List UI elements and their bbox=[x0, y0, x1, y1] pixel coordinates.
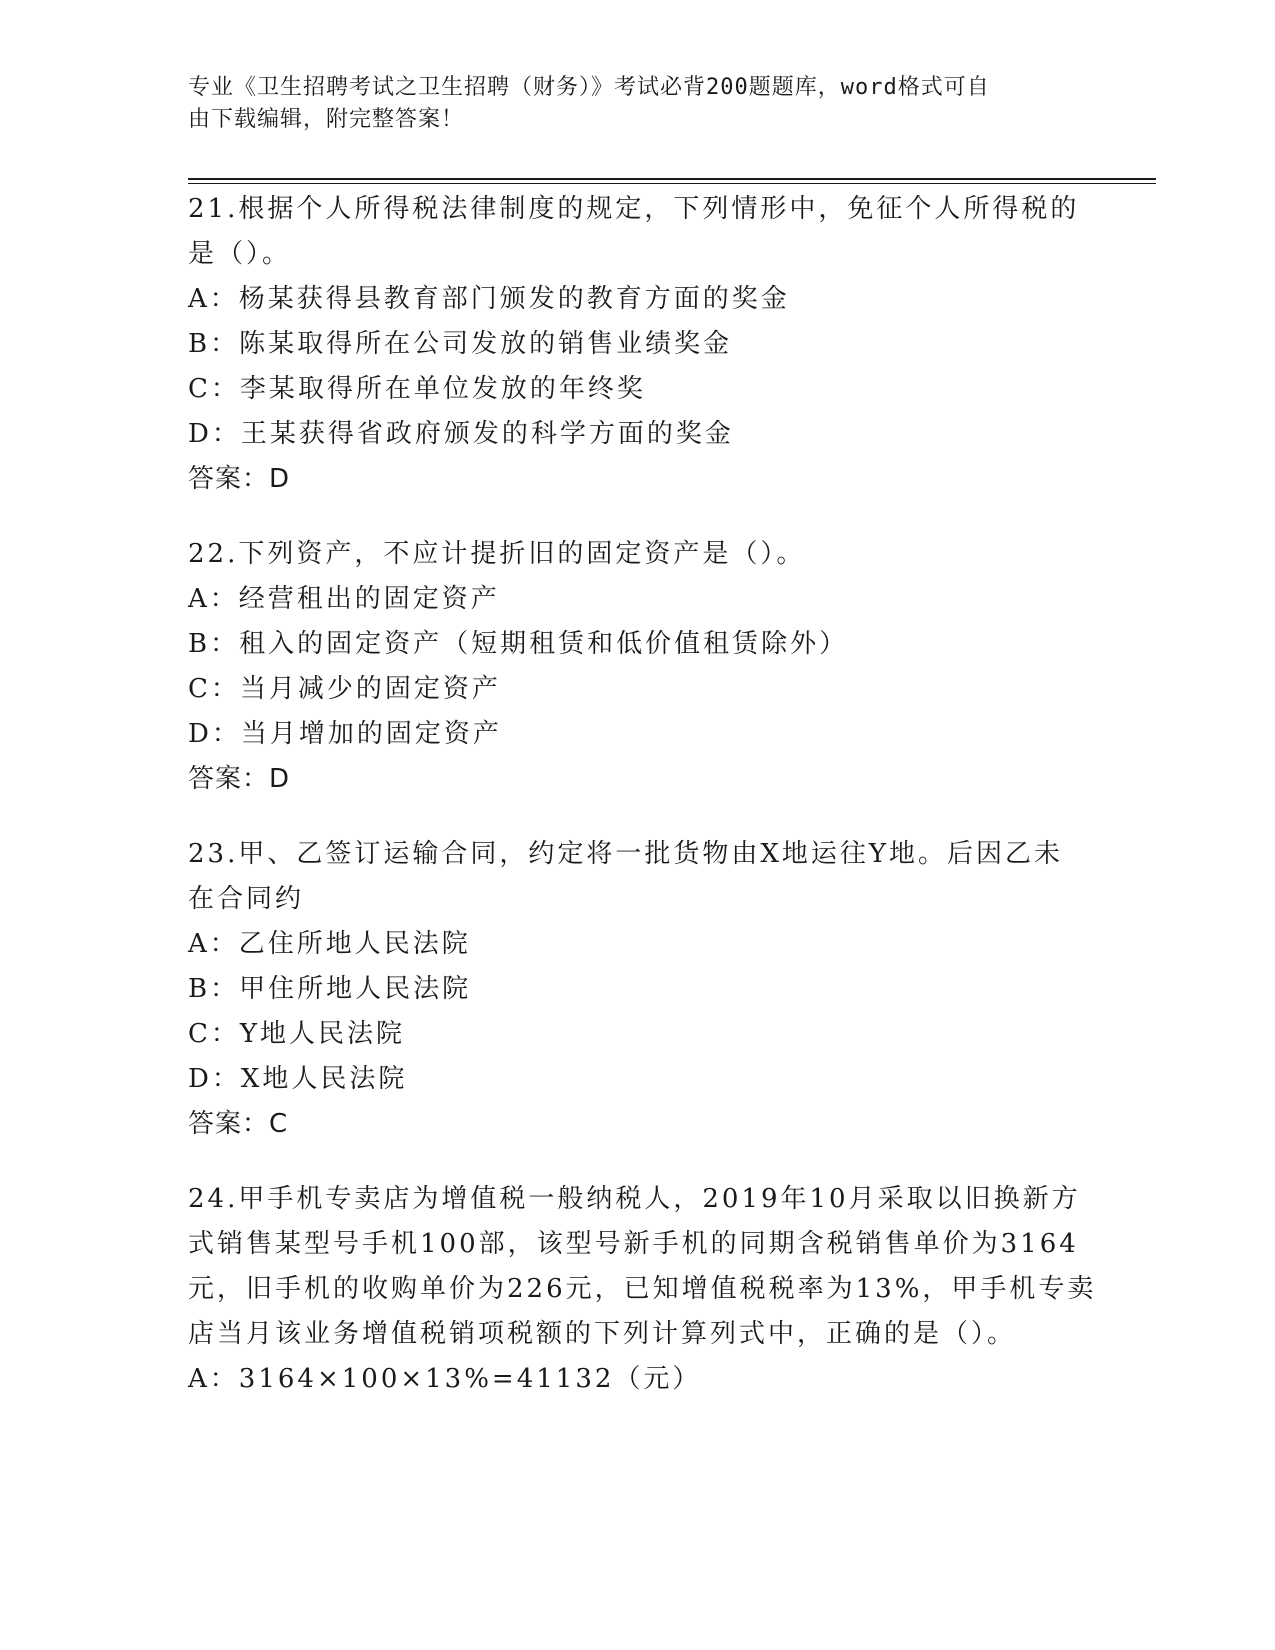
answer: 答案：C bbox=[188, 1109, 289, 1139]
question-stem-line: 22.下列资产，不应计提折旧的固定资产是（）。 bbox=[188, 539, 806, 569]
question-23 bbox=[188, 832, 1088, 1147]
answer: 答案：D bbox=[188, 764, 291, 794]
option-d: D：当月增加的固定资产 bbox=[188, 719, 502, 749]
option-b: B：租入的固定资产（短期租赁和低价值租赁除外） bbox=[188, 629, 849, 659]
option-a: A：3164×100×13%=41132（元） bbox=[188, 1364, 702, 1394]
header-divider-thick bbox=[188, 178, 1156, 180]
header-line-1: 专业《卫生招聘考试之卫生招聘（财务）》考试必背200题题库，word格式可自 bbox=[188, 75, 990, 100]
question-24 bbox=[188, 1177, 1097, 1402]
option-b: B：陈某取得所在公司发放的销售业绩奖金 bbox=[188, 329, 733, 359]
question-stem-line: 式销售某型号手机100部，该型号新手机的同期含税销售单价为3164 bbox=[188, 1229, 1079, 1259]
question-21 bbox=[188, 187, 1088, 502]
question-stem-line: 店当月该业务增值税销项税额的下列计算列式中，正确的是（）。 bbox=[188, 1319, 1017, 1349]
question-stem-line: 元，旧手机的收购单价为226元，已知增值税税率为13%，甲手机专卖 bbox=[188, 1274, 1097, 1304]
question-stem-line: 24.甲手机专卖店为增值税一般纳税人，2019年10月采取以旧换新方 bbox=[188, 1184, 1081, 1214]
option-a: A：乙住所地人民法院 bbox=[188, 929, 471, 959]
option-c: C：李某取得所在单位发放的年终奖 bbox=[188, 374, 646, 404]
option-d: D：王某获得省政府颁发的科学方面的奖金 bbox=[188, 419, 734, 449]
answer: 答案：D bbox=[188, 464, 291, 494]
document-header bbox=[188, 72, 1088, 136]
question-22 bbox=[188, 532, 1088, 802]
header-divider-thin bbox=[188, 183, 1156, 184]
option-c: C：当月减少的固定资产 bbox=[188, 674, 501, 704]
question-stem-line: 23.甲、乙签订运输合同，约定将一批货物由X地运往Y地。后因乙未 bbox=[188, 839, 1064, 869]
option-a: A：杨某获得县教育部门颁发的教育方面的奖金 bbox=[188, 284, 790, 314]
option-b: B：甲住所地人民法院 bbox=[188, 974, 472, 1004]
question-stem-line: 是（）。 bbox=[188, 239, 292, 269]
option-a: A：经营租出的固定资产 bbox=[188, 584, 500, 614]
option-c: C：Y地人民法院 bbox=[188, 1019, 406, 1049]
question-list bbox=[188, 187, 1097, 1432]
question-stem-line: 21.根据个人所得税法律制度的规定，下列情形中，免征个人所得税的 bbox=[188, 194, 1080, 224]
question-stem-line: 在合同约 bbox=[188, 884, 305, 914]
option-d: D：X地人民法院 bbox=[188, 1064, 408, 1094]
header-line-2: 由下载编辑，附完整答案！ bbox=[188, 107, 465, 132]
